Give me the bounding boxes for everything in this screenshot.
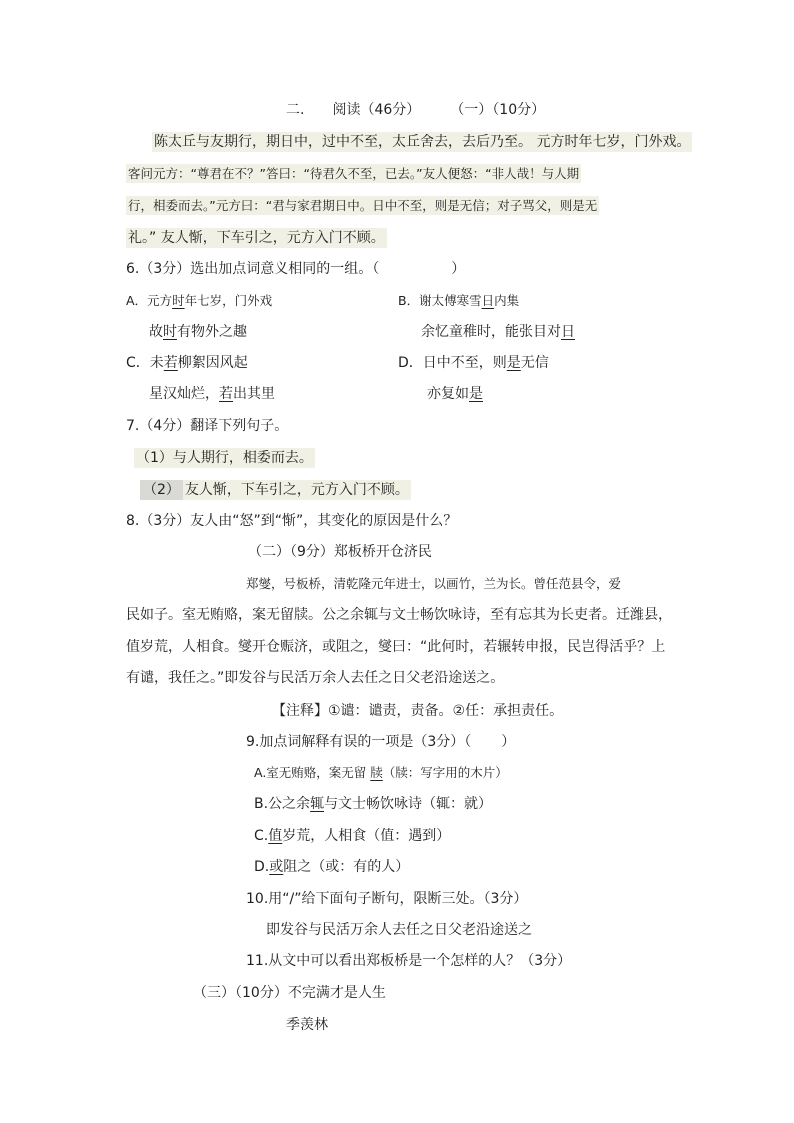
q6-option-c-line2: 星汉灿烂，若出其里: [149, 386, 275, 402]
section-title: 阅读（46分）: [332, 102, 421, 118]
section-number: 二.: [286, 102, 305, 118]
q9-option-b: B.公之余辄与文士畅饮咏诗（辄：就）: [254, 796, 493, 812]
q9-option-c: C.值岁荒，人相食（值：遇到）: [254, 828, 451, 844]
part3-author: 季羡林: [286, 1017, 328, 1033]
q6-option-a-line1: A．元方时年七岁，门外戏: [126, 293, 273, 308]
part2-note: 【注释】①谴：谴责，责备。②任：承担责任。: [272, 703, 564, 719]
passage1-line-4: 礼。” 友人惭，下车引之，元方入门不顾。: [128, 230, 385, 246]
part2-line-1: 郑燮，号板桥，清乾隆元年进士，以画竹，兰为长。曾任范县令，爱: [246, 576, 622, 591]
q6-option-b-line1: B．谢太傅寒雪日内集: [398, 293, 520, 308]
dotted-word: 是: [469, 386, 483, 402]
passage1-line-2: 客问元方：“尊君在不？”答曰：“待君久不至，已去。”友人便怒：“非人哉！与人期: [128, 166, 580, 181]
dotted-word: 是: [506, 355, 521, 371]
dotted-word: 辄: [310, 796, 325, 812]
q11-stem: 11.从文中可以看出郑板桥是一个怎样的人？（3分）: [246, 953, 572, 969]
passage1-line-1: 陈太丘与友期行，期日中，过中不至，太丘舍去，去后乃至。 元方时年七岁，门外戏。: [154, 134, 691, 150]
q7-sentence-2: （2） 友人惭，下车引之，元方入门不顾。: [140, 479, 411, 501]
dotted-word: 日: [561, 324, 575, 340]
part2-line-3: 值岁荒，人相食。燮开仓赈济，或阻之，燮曰：“此何时，若辗转申报，民岂得活乎？上: [126, 639, 666, 655]
q10-stem: 10.用“/”给下面句子断句，限断三处。（3分）: [246, 891, 528, 907]
q9-option-a: A.室无贿赂，案无留 牍（牍：写字用的木片）: [254, 765, 508, 780]
dotted-word: 时: [172, 293, 185, 308]
q10-sentence: 即发谷与民活万余人去任之日父老沿途送之: [266, 922, 532, 938]
part3-title: （三）（10分）不完满才是人生: [193, 985, 386, 1001]
part-one-label: （一）（10分）: [450, 102, 546, 118]
q6-option-a-line2: 故时有物外之趣: [149, 324, 247, 340]
q8-stem: 8.（3分）友人由“怒”到“惭”，其变化的原因是什么？: [126, 513, 458, 529]
part2-line-2: 民如子。室无贿赂，案无留牍。公之余辄与文士畅饮咏诗，至有忘其为长吏者。迁潍县，: [126, 607, 672, 623]
passage1-line-3: 行，相委而去。”元方曰：“君与家君期日中。日中不至，则是无信；对子骂父，则是无: [128, 198, 598, 213]
dotted-word: 牍: [370, 765, 383, 780]
q7-sentence-1: （1）与人期行，相委而去。: [136, 450, 313, 466]
q7-stem: 7.（4分）翻译下列句子。: [126, 418, 289, 434]
q6-option-b-line2: 余忆童稚时，能张目对日: [421, 321, 579, 343]
part2-line-4: 有谴，我任之。”即发谷与民活万余人去任之日父老沿途送之。: [126, 670, 505, 686]
dotted-word: 若: [219, 386, 233, 402]
q6-stem: 6.（3分）选出加点词意义相同的一组。（ ）: [126, 261, 466, 277]
dotted-word: 日: [481, 293, 495, 308]
dotted-word: 或: [269, 859, 284, 875]
dotted-word: 若: [163, 355, 178, 371]
q6-option-d-line1: D．日中不至，则是无信: [398, 355, 549, 371]
dotted-word: 值: [268, 828, 283, 844]
dotted-word: 时: [163, 324, 177, 340]
q6-option-c-line1: C．未若柳絮因风起: [126, 355, 248, 371]
part2-title: （二）（9分）郑板桥开仓济民: [248, 544, 432, 560]
q6-option-d-line2: 亦复如是: [427, 386, 483, 402]
section-header: [286, 99, 545, 121]
q9-stem: 9.加点词解释有误的一项是（3分）（ ）: [246, 734, 516, 750]
q9-option-d: D.或阻之（或：有的人）: [254, 859, 410, 875]
